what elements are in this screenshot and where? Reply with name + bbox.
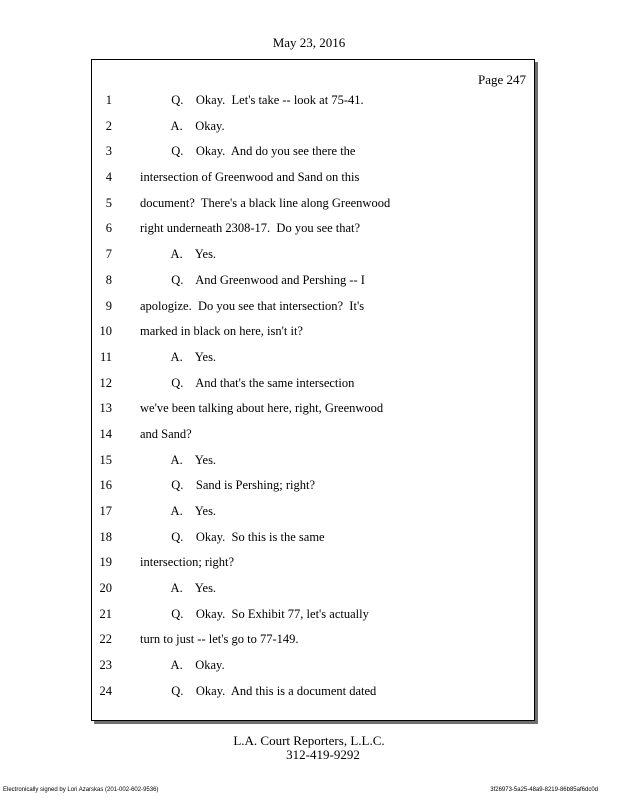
line-number: 23: [99, 658, 112, 673]
line-text: A. Okay.: [140, 658, 225, 673]
line-number: 6: [105, 221, 112, 236]
line-number: 7: [105, 247, 112, 262]
transcript-line: [92, 602, 534, 628]
transcript-line: [92, 242, 534, 268]
transcript-line: [92, 114, 534, 140]
line-number: 12: [99, 375, 112, 390]
line-text: document? There's a black line along Greenwood: [140, 195, 391, 210]
footer: [0, 734, 618, 762]
transcript-line: [92, 191, 534, 217]
line-text: A. Yes.: [140, 452, 217, 467]
electronic-signature: Electronically signed by Lori Azarskas (201-002-602-9536): [3, 787, 159, 793]
line-number: 16: [99, 478, 112, 493]
transcript-line: [92, 345, 534, 371]
transcript-line: [92, 679, 534, 705]
transcript-lines: [92, 88, 534, 705]
line-text: A. Yes.: [140, 349, 217, 364]
line-text: marked in black on here, isn't it?: [140, 324, 303, 339]
transcript-line: [92, 576, 534, 602]
transcript-line: [92, 294, 534, 320]
line-number: 8: [105, 272, 112, 287]
document-hash: 3f26973-5a25-48a9-8219-86b85af6dc0d: [490, 787, 598, 793]
line-text: we've been talking about here, right, Greenwood: [140, 401, 384, 416]
line-number: 10: [99, 324, 112, 339]
line-number: 19: [99, 555, 112, 570]
transcript-line: [92, 268, 534, 294]
line-number: 1: [105, 93, 112, 107]
line-number: 20: [99, 581, 112, 596]
line-number: 2: [105, 118, 112, 133]
transcript-page: [91, 59, 535, 721]
page-number: Page 247: [477, 72, 526, 87]
line-number: 14: [99, 426, 112, 441]
line-number: 17: [99, 504, 112, 518]
line-number: 22: [99, 632, 112, 647]
transcript-line: [92, 139, 534, 165]
line-text: turn to just -- let's go to 77-149.: [140, 632, 299, 647]
line-number: 21: [99, 606, 112, 621]
line-number: 5: [105, 195, 112, 210]
line-text: Q. And Greenwood and Pershing -- I: [140, 272, 365, 287]
line-text: A. Yes.: [140, 581, 217, 596]
transcript-line: [92, 499, 534, 525]
transcript-line: [92, 525, 534, 551]
transcript-line: [92, 448, 534, 474]
transcript-line: [92, 319, 534, 345]
reporter-company: L.A. Court Reporters, L.L.C.: [233, 733, 385, 748]
line-text: Q. Okay. And do you see there the: [140, 144, 356, 159]
line-number: 9: [105, 298, 112, 313]
line-number: 3: [105, 144, 112, 159]
transcript-line: [92, 165, 534, 191]
line-number: 15: [99, 452, 112, 467]
reporter-phone: 312-419-9292: [286, 747, 360, 762]
transcript-line: [92, 653, 534, 679]
line-text: intersection; right?: [140, 555, 235, 570]
transcript-line: [92, 422, 534, 448]
line-text: Q. Sand is Pershing; right?: [140, 478, 315, 493]
transcript-line: [92, 550, 534, 576]
line-number: 18: [99, 529, 112, 544]
transcript-line: [92, 627, 534, 653]
line-text: Q. And that's the same intersection: [140, 375, 355, 390]
line-number: 11: [99, 349, 112, 364]
line-text: Q. Okay. And this is a document dated: [140, 683, 377, 698]
line-text: A. Okay.: [140, 118, 225, 133]
line-text: and Sand?: [140, 426, 192, 441]
line-number: 13: [99, 401, 112, 416]
line-text: A. Yes.: [140, 247, 217, 262]
line-text: right underneath 2308-17. Do you see that?: [140, 221, 361, 236]
line-text: apologize. Do you see that intersection? It's: [140, 298, 365, 313]
line-text: Q. Okay. So this is the same: [140, 529, 325, 544]
line-text: Q. Okay. Let's take -- look at 75-41.: [140, 93, 364, 107]
transcript-line: [92, 371, 534, 397]
line-number: 24: [99, 683, 112, 698]
transcript-line: [92, 88, 534, 114]
line-number: 4: [105, 170, 112, 185]
transcript-line: [92, 473, 534, 499]
transcript-line: [92, 396, 534, 422]
line-text: intersection of Greenwood and Sand on this: [140, 170, 360, 185]
line-text: A. Yes.: [140, 504, 217, 518]
transcript-line: [92, 216, 534, 242]
transcript-date: May 23, 2016: [272, 35, 346, 50]
line-text: Q. Okay. So Exhibit 77, let's actually: [140, 606, 369, 621]
